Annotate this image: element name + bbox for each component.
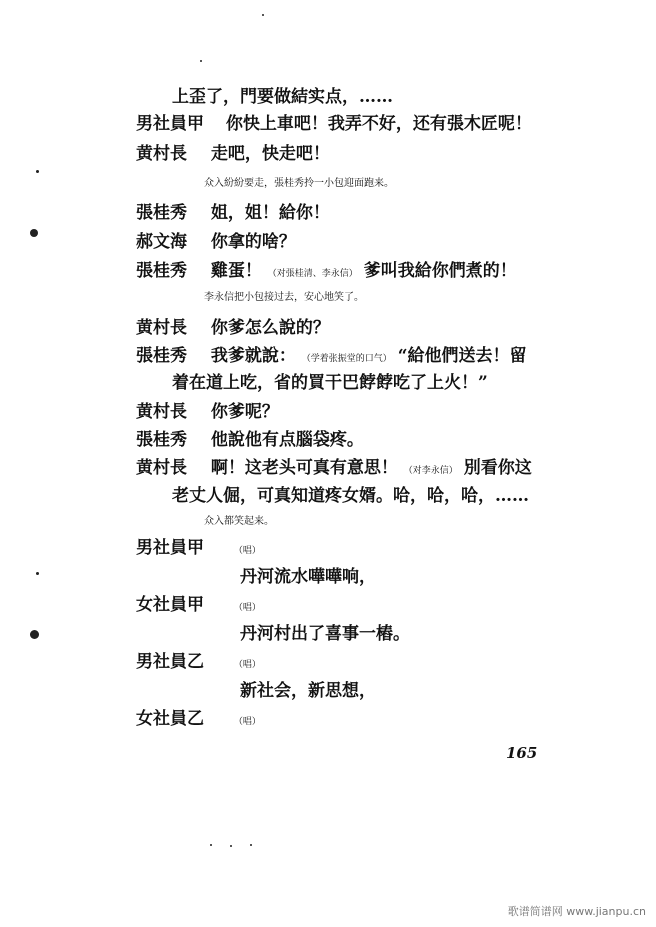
speaker-name: 黄村長 <box>136 458 187 478</box>
scan-speck <box>30 229 38 237</box>
stage-direction: 众入紛紛要走，張桂秀拎一小包迎面跑来。 <box>204 178 394 189</box>
song-lyric: 新社会，新思想， <box>240 681 376 701</box>
speaker-name: 黄村長 <box>136 318 187 338</box>
scan-speck <box>36 170 39 173</box>
speaker-name: 黄村長 <box>136 144 187 164</box>
script-line <box>136 320 330 337</box>
script-line <box>136 711 261 728</box>
dialogue-text: 他說他有点腦袋疼。 <box>210 430 364 450</box>
dialogue-text: 雞蛋！ <box>210 261 262 281</box>
speaker-name: 女社員乙 <box>136 709 204 729</box>
stage-direction: 众入都笑起来。 <box>204 516 274 527</box>
dialogue-text: 上歪了，門要做結实点，…… <box>172 87 393 107</box>
speaker-name: 男社員甲 <box>136 114 204 134</box>
script-line-continuation: 老丈人倔，可真知道疼女婿。哈，哈，哈，…… <box>172 486 529 506</box>
watermark: 歌谱简谱网 www.jianpu.cn <box>507 905 646 918</box>
dialogue-text: 你拿的啥？ <box>210 232 296 252</box>
speaker-name: 郝文海 <box>136 232 187 252</box>
speaker-name: 張桂秀 <box>136 261 187 281</box>
script-line <box>136 263 517 280</box>
scan-speck <box>262 14 264 16</box>
acting-note: （唱） <box>233 546 261 556</box>
script-line <box>136 597 261 614</box>
dialogue-text: 你快上車吧！我弄不好，还有張木匠呢！ <box>225 114 532 134</box>
dialogue-text: “給他們送去！留 <box>397 346 527 366</box>
acting-note: （对李永信） <box>403 466 458 476</box>
script-line <box>136 116 532 133</box>
script-line <box>136 432 364 449</box>
dialogue-text: 我爹就說： <box>210 346 296 366</box>
speaker-name: 男社員乙 <box>136 652 204 672</box>
stage-direction: 李永信把小包接过去，安心地笑了。 <box>204 292 364 303</box>
scan-speck <box>230 845 232 847</box>
scan-speck <box>200 60 202 62</box>
script-line <box>136 146 330 163</box>
scan-speck <box>210 844 212 846</box>
script-line-continuation: 着在道上吃，省的買干巴餑餑吃了上火！” <box>172 373 488 393</box>
script-line <box>136 404 279 421</box>
dialogue-text: 你爹呢？ <box>210 402 279 422</box>
scan-speck <box>30 630 39 639</box>
page-number: 165 <box>506 744 538 762</box>
script-line <box>136 460 532 477</box>
script-line <box>136 348 526 365</box>
song-lyric: 丹河村出了喜事一樁。 <box>240 624 410 644</box>
acting-note: （唱） <box>233 660 261 670</box>
acting-note: （唱） <box>233 603 261 613</box>
scan-speck <box>250 844 252 846</box>
acting-note: （对張桂清、李永信） <box>267 269 358 279</box>
speaker-name: 張桂秀 <box>136 203 187 223</box>
dialogue-text: 走吧，快走吧！ <box>210 144 330 164</box>
scan-speck <box>36 572 39 575</box>
song-lyric: 丹河流水嘩嘩响， <box>240 567 376 587</box>
speaker-name: 張桂秀 <box>136 346 187 366</box>
speaker-name: 黄村長 <box>136 402 187 422</box>
speaker-name: 張桂秀 <box>136 430 187 450</box>
acting-note: （学着张振堂的口气） <box>301 354 392 364</box>
speaker-name: 女社員甲 <box>136 595 204 615</box>
dialogue-text: 啊！这老头可真有意思！ <box>210 458 398 478</box>
script-line <box>136 205 330 222</box>
script-line-continuation <box>172 89 393 106</box>
dialogue-text: 姐，姐！給你！ <box>210 203 330 223</box>
speaker-name: 男社員甲 <box>136 538 204 558</box>
script-line <box>136 654 261 671</box>
dialogue-text: 別看你这 <box>463 458 532 478</box>
acting-note: （唱） <box>233 717 261 727</box>
dialogue-text: 爹叫我給你們煮的！ <box>363 261 517 281</box>
script-line <box>136 234 296 251</box>
dialogue-text: 你爹怎么說的？ <box>210 318 330 338</box>
script-line <box>136 540 261 557</box>
